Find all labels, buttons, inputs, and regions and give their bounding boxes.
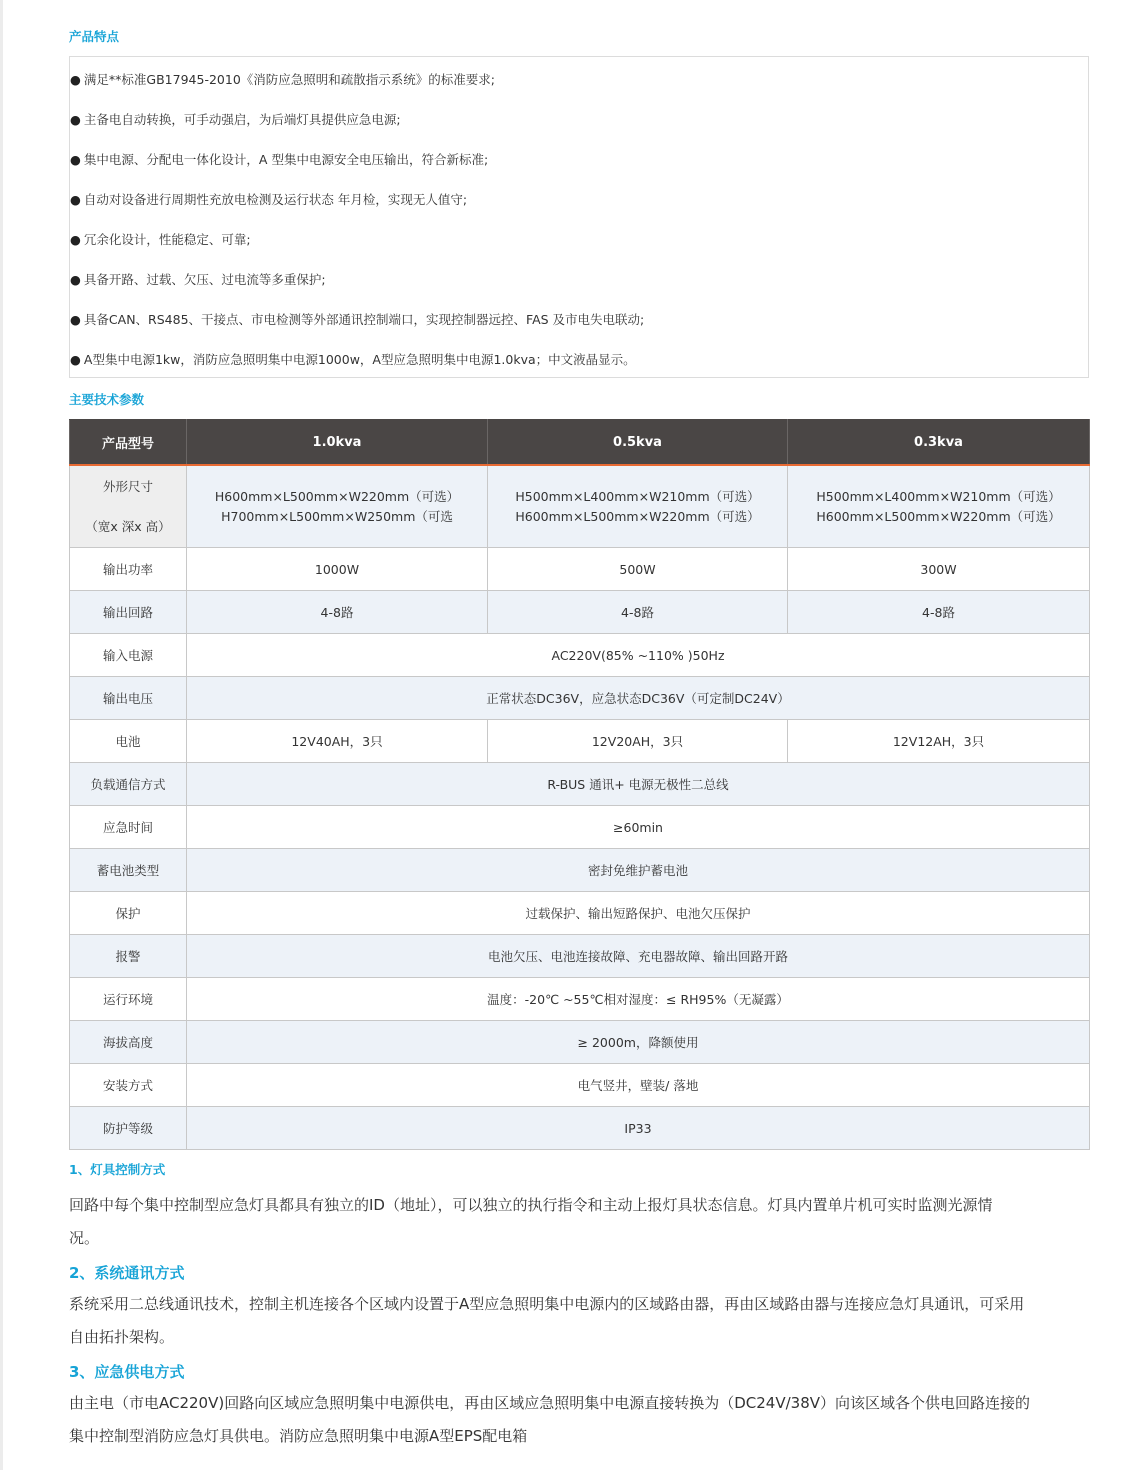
spec-cell: 电池欠压、电池连接故障、充电器故障、输出回路开路	[187, 935, 1090, 978]
spec-row-battery	[70, 720, 1090, 763]
section-2-title: 2、系统通讯方式	[69, 1264, 185, 1282]
spec-cell: R-BUS 通讯+ 电源无极性二总线	[187, 763, 1090, 806]
spec-cell: 4-8路	[187, 591, 488, 634]
bullet-icon: ●	[70, 112, 81, 127]
spec-header-cell: 产品型号	[70, 420, 187, 466]
bullet-icon: ●	[70, 352, 81, 367]
spec-label: 输出回路	[70, 591, 187, 634]
feature-item: ● 冗余化设计，性能稳定、可靠;	[70, 232, 251, 247]
features-title: 产品特点	[69, 29, 120, 44]
bullet-icon: ●	[70, 192, 81, 207]
spec-row-voltage	[70, 677, 1090, 720]
spec-label: 负载通信方式	[70, 763, 187, 806]
feature-item: ● 具备CAN、RS485、干接点、市电检测等外部通讯控制端口，实现控制器远控、FAS 及市电失电联动;	[70, 312, 645, 327]
section-3-text: 由主电（市电AC220V)回路向区域应急照明集中电源供电，再由区域应急照明集中电源直接转换为（DC24V/38V）向该区域各个供电回路连接的 集中控制型消防应急灯具供电。消防应急照明集中电源A型EPS配电箱	[69, 1394, 1030, 1445]
spec-row-ip	[70, 1107, 1090, 1150]
spec-row-install	[70, 1064, 1090, 1107]
spec-label: 输入电源	[70, 634, 187, 677]
spec-cell: IP33	[187, 1107, 1090, 1150]
section-1-title: 1、灯具控制方式	[69, 1162, 166, 1177]
spec-cell: 12V20AH，3只	[488, 720, 788, 763]
spec-label: 输出功率	[70, 548, 187, 591]
spec-table	[69, 419, 1090, 1150]
feature-item: ● A型集中电源1kw，消防应急照明集中电源1000w，A型应急照明集中电源1.0kva；中文液晶显示。	[70, 352, 636, 367]
spec-cell: ≥ 2000m，降额使用	[187, 1021, 1090, 1064]
spec-cell: AC220V(85% ~110% )50Hz	[187, 634, 1090, 677]
spec-cell: H600mm×L500mm×W220mm（可选） H700mm×L500mm×W250mm（可选	[187, 465, 488, 548]
spec-row-altitude	[70, 1021, 1090, 1064]
feature-item: ● 满足**标准GB17945-2010《消防应急照明和疏散指示系统》的标准要求;	[70, 72, 495, 87]
left-rule	[0, 0, 3, 1470]
spec-cell: H500mm×L400mm×W210mm（可选） H600mm×L500mm×W220mm（可选）	[788, 465, 1090, 548]
spec-cell: 4-8路	[788, 591, 1090, 634]
spec-cell: 正常状态DC36V，应急状态DC36V（可定制DC24V）	[187, 677, 1090, 720]
spec-cell: 电气竖井，壁装/ 落地	[187, 1064, 1090, 1107]
bullet-icon: ●	[70, 272, 81, 287]
spec-label: 报警	[70, 935, 187, 978]
spec-cell: ≥60min	[187, 806, 1090, 849]
spec-cell: 温度：-20℃ ~55℃相对湿度：≤ RH95%（无凝露）	[187, 978, 1090, 1021]
spec-label: 外形尺寸 （宽x 深x 高）	[70, 465, 187, 548]
spec-cell: 500W	[488, 548, 788, 591]
section-2-text: 系统采用二总线通讯技术，控制主机连接各个区域内设置于A型应急照明集中电源内的区域路由器，再由区域路由器与连接应急灯具通讯，可采用 自由拓扑架构。	[69, 1295, 1025, 1346]
spec-header-cell: 0.5kva	[488, 420, 788, 466]
spec-cell: 4-8路	[488, 591, 788, 634]
spec-row-battery-type	[70, 849, 1090, 892]
spec-cell: 过载保护、输出短路保护、电池欠压保护	[187, 892, 1090, 935]
spec-header-cell: 0.3kva	[788, 420, 1090, 466]
spec-cell: H500mm×L400mm×W210mm（可选） H600mm×L500mm×W220mm（可选）	[488, 465, 788, 548]
bullet-icon: ●	[70, 232, 81, 247]
section-1-text: 回路中每个集中控制型应急灯具都具有独立的ID（地址），可以独立的执行指令和主动上报灯具状态信息。灯具内置单片机可实时监测光源情 况。	[69, 1196, 993, 1247]
spec-cell: 12V12AH，3只	[788, 720, 1090, 763]
spec-row-size	[70, 465, 1090, 548]
spec-label: 电池	[70, 720, 187, 763]
bullet-icon: ●	[70, 152, 81, 167]
spec-row-time	[70, 806, 1090, 849]
feature-item: ● 自动对设备进行周期性充放电检测及运行状态 年月检，实现无人值守;	[70, 192, 468, 207]
feature-item: ● 具备开路、过载、欠压、过电流等多重保护;	[70, 272, 326, 287]
spec-label: 防护等级	[70, 1107, 187, 1150]
spec-label: 输出电压	[70, 677, 187, 720]
feature-item: ● 集中电源、分配电一体化设计，A 型集中电源安全电压输出，符合新标准;	[70, 152, 489, 167]
spec-label: 运行环境	[70, 978, 187, 1021]
spec-row-env	[70, 978, 1090, 1021]
spec-header-cell: 1.0kva	[187, 420, 488, 466]
section-3-title: 3、应急供电方式	[69, 1363, 185, 1381]
spec-header-row	[70, 420, 1090, 466]
spec-cell: 密封免维护蓄电池	[187, 849, 1090, 892]
spec-row-circuits	[70, 591, 1090, 634]
spec-cell: 12V40AH，3只	[187, 720, 488, 763]
spec-row-alarm	[70, 935, 1090, 978]
feature-item: ● 主备电自动转换，可手动强启，为后端灯具提供应急电源;	[70, 112, 401, 127]
spec-label: 保护	[70, 892, 187, 935]
spec-cell: 1000W	[187, 548, 488, 591]
spec-label: 应急时间	[70, 806, 187, 849]
features-box	[69, 56, 1089, 378]
spec-row-input	[70, 634, 1090, 677]
spec-row-comm	[70, 763, 1090, 806]
spec-label: 海拔高度	[70, 1021, 187, 1064]
bullet-icon: ●	[70, 312, 81, 327]
spec-label: 安装方式	[70, 1064, 187, 1107]
bullet-icon: ●	[70, 72, 81, 87]
spec-title: 主要技术参数	[69, 392, 145, 407]
spec-row-power	[70, 548, 1090, 591]
spec-cell: 300W	[788, 548, 1090, 591]
spec-row-protect	[70, 892, 1090, 935]
spec-label: 蓄电池类型	[70, 849, 187, 892]
